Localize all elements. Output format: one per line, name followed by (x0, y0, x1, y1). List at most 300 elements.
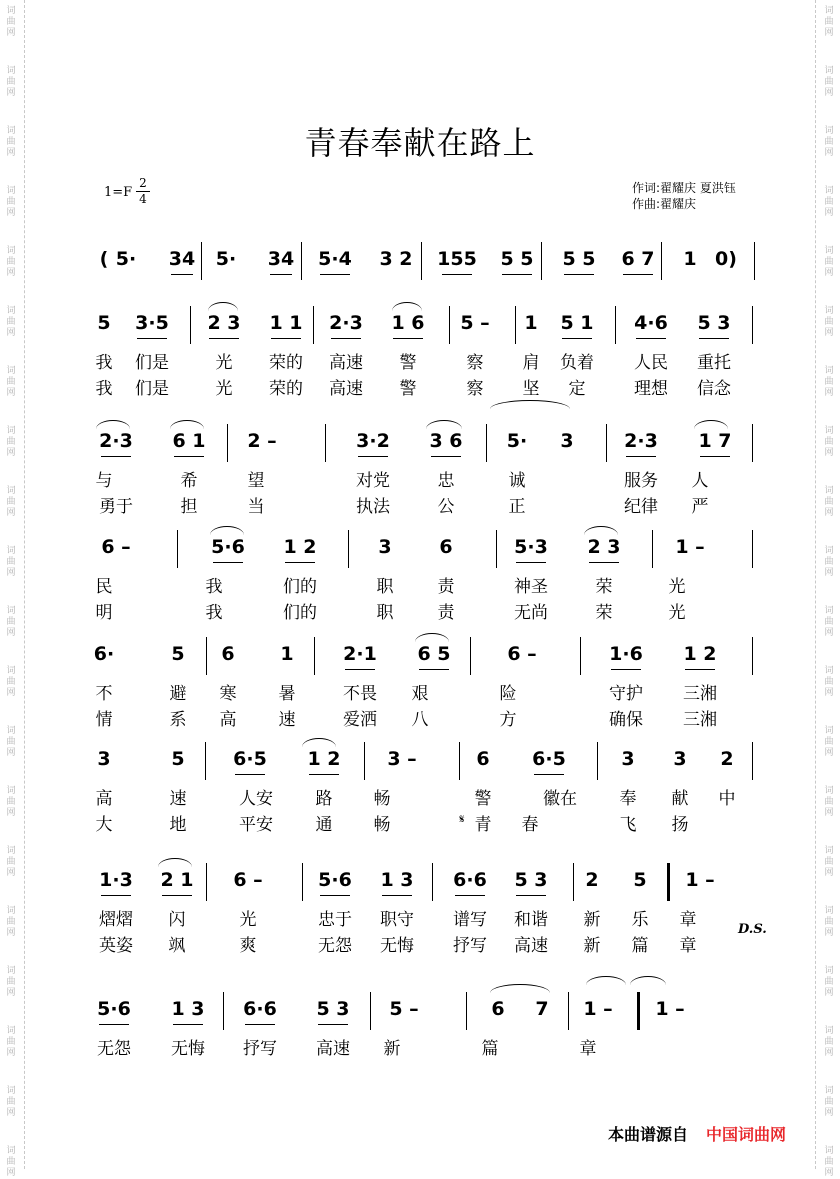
lyric-syllable: 执法 (356, 497, 390, 517)
barline (606, 424, 607, 462)
note-group: 3 (97, 748, 111, 770)
meter-bottom: 4 (139, 192, 147, 206)
lyric-syllable: 熠熠 (99, 910, 133, 930)
note-group: 1 – (685, 869, 715, 891)
watermark-text: 词 曲 网 (6, 6, 16, 38)
lyric-syllable: 无悔 (380, 936, 414, 956)
note-group: 6 – (233, 869, 263, 891)
watermark-text: 词 曲 网 (6, 966, 16, 998)
note-group: 6 1 (172, 430, 206, 452)
lyric-syllable: 避 (169, 684, 187, 704)
watermark-text: 词 曲 网 (824, 906, 834, 938)
barline (190, 306, 191, 344)
note-group: 34 (267, 248, 295, 270)
lyric-syllable: 无尚 (514, 603, 548, 623)
watermark-text: 词 曲 网 (824, 726, 834, 758)
beam-underline (173, 1024, 203, 1025)
slur-arc (490, 984, 550, 993)
lyric-syllable: 寒 (219, 684, 237, 704)
lyric-syllable: 飒 (168, 936, 186, 956)
barline (364, 742, 365, 780)
watermark-text: 词 曲 网 (6, 846, 16, 878)
barline (314, 637, 315, 675)
beam-underline (419, 669, 449, 670)
lyric-syllable: 我 (95, 379, 113, 399)
lyric-syllable: 方 (499, 710, 517, 730)
final-barline (637, 992, 640, 1030)
beam-underline (345, 669, 375, 670)
beam-underline (235, 774, 265, 775)
note-group: 2 1 (160, 869, 194, 891)
lyric-syllable: 民 (95, 577, 113, 597)
lyric-syllable: 服务 (624, 471, 658, 491)
watermark-text: 词 曲 网 (6, 786, 16, 818)
beam-underline (699, 338, 729, 339)
lyric-syllable: 正 (508, 497, 526, 517)
note-group: 5 5 (562, 248, 596, 270)
lyric-syllable: 艰 (411, 684, 429, 704)
barline (752, 530, 753, 568)
lyric-syllable: 们的 (283, 577, 317, 597)
lyric-syllable: 纪律 (624, 497, 658, 517)
lyric-syllable: 人民 (634, 353, 668, 373)
beam-underline (636, 338, 666, 339)
lyric-syllable: 责 (437, 577, 455, 597)
lyric-syllable: 中 (718, 789, 736, 809)
watermark-text: 词 曲 网 (824, 1026, 834, 1058)
watermark-text: 词 曲 网 (824, 546, 834, 578)
lyric-syllable: 负着 (560, 353, 594, 373)
lyric-syllable: 严 (691, 497, 709, 517)
note-group: 5· (506, 430, 528, 452)
watermark-text: 词 曲 网 (6, 246, 16, 278)
note-group: 1·3 (99, 869, 133, 891)
lyric-syllable: 奉 (619, 789, 637, 809)
beam-underline (623, 274, 653, 275)
note-group: ( (99, 248, 109, 270)
lyric-syllable: 人 (691, 471, 709, 491)
barline (348, 530, 349, 568)
watermark-text: 词 曲 网 (824, 666, 834, 698)
note-group: 5 3 (697, 312, 731, 334)
watermark-text: 词 曲 网 (6, 66, 16, 98)
lyric-syllable: 献 (671, 789, 689, 809)
note-group: 1 2 (307, 748, 341, 770)
beam-underline (209, 338, 239, 339)
barline (754, 242, 755, 280)
watermark-text: 词 曲 网 (824, 426, 834, 458)
barline (206, 863, 207, 901)
beam-underline (564, 274, 594, 275)
lyric-syllable: 爽 (239, 936, 257, 956)
note-group: 1 3 (171, 998, 205, 1020)
lyric-syllable: 速 (278, 710, 296, 730)
lyric-syllable: 望 (247, 471, 265, 491)
staff-line (0, 530, 840, 570)
barline (515, 306, 516, 344)
lyric-syllable: 乐 (631, 910, 649, 930)
staff-line (0, 637, 840, 677)
note-group: 6 (476, 748, 490, 770)
staff-line (0, 992, 840, 1032)
note-group: 5·6 (318, 869, 352, 891)
lyric-syllable: 谱写 (453, 910, 487, 930)
lyric-syllable: 情 (95, 710, 113, 730)
watermark-text: 词 曲 网 (6, 426, 16, 458)
lyric-syllable: 我 (205, 577, 223, 597)
slur-arc (170, 420, 204, 429)
note-group: 6·5 (532, 748, 566, 770)
note-group: 1 (683, 248, 697, 270)
note-group: 7 (535, 998, 549, 1020)
lyric-syllable: 抒写 (453, 936, 487, 956)
note-group: 2 (720, 748, 734, 770)
lyric-syllable: 荣 (595, 577, 613, 597)
note-group: 2·3 (99, 430, 133, 452)
note-group: 5· (115, 248, 137, 270)
barline (752, 306, 753, 344)
lyric-syllable: 爱洒 (343, 710, 377, 730)
lyric-syllable: 职 (376, 577, 394, 597)
note-group: 1 (280, 643, 294, 665)
barline (205, 742, 206, 780)
lyric-syllable: 章 (679, 936, 697, 956)
beam-underline (700, 456, 730, 457)
watermark-text: 词 曲 网 (6, 186, 16, 218)
beam-underline (320, 274, 350, 275)
lyric-syllable: 光 (215, 353, 233, 373)
watermark-text: 词 曲 网 (824, 306, 834, 338)
beam-underline (442, 274, 472, 275)
note-group: 2 (585, 869, 599, 891)
slur-arc (392, 302, 422, 311)
lyric-syllable: 新 (383, 1039, 401, 1059)
beam-underline (331, 338, 361, 339)
lyric-syllable: 与 (95, 471, 113, 491)
barline (470, 637, 471, 675)
slur-arc (302, 738, 336, 747)
lyric-syllable: 畅 (373, 789, 391, 809)
lyric-syllable: 篇 (631, 936, 649, 956)
barline (597, 742, 598, 780)
lyric-syllable: 飞 (619, 815, 637, 835)
lyric-syllable: 新 (583, 910, 601, 930)
lyricist-credit: 作词:翟耀庆 夏洪钰 (632, 181, 736, 195)
barline (177, 530, 178, 568)
note-group: 6 7 (621, 248, 655, 270)
lyric-syllable: 闪 (168, 910, 186, 930)
lyric-syllable: 当 (247, 497, 265, 517)
beam-underline (99, 1024, 129, 1025)
beam-underline (516, 562, 546, 563)
lyric-syllable: 担 (180, 497, 198, 517)
beam-underline (174, 456, 204, 457)
barline (580, 637, 581, 675)
lyric-syllable: 和谐 (514, 910, 548, 930)
lyric-syllable: 章 (679, 910, 697, 930)
lyric-syllable: 人安 (239, 789, 273, 809)
lyric-syllable: 警 (399, 353, 417, 373)
lyric-syllable: 三湘 (683, 684, 717, 704)
watermark-text: 词 曲 网 (6, 126, 16, 158)
lyric-syllable: 英姿 (99, 936, 133, 956)
watermark-text: 词 曲 网 (6, 1026, 16, 1058)
barline (432, 863, 433, 901)
barline (313, 306, 314, 344)
lyric-syllable: 重托 (697, 353, 731, 373)
note-group: 34 (168, 248, 196, 270)
note-group: 5·3 (514, 536, 548, 558)
watermark-text: 词 曲 网 (824, 6, 834, 38)
note-group: 6 (491, 998, 505, 1020)
barline (615, 306, 616, 344)
segno-sign: 𝄋 (459, 812, 465, 826)
beam-underline (213, 562, 243, 563)
watermark-text: 词 曲 网 (6, 546, 16, 578)
lyric-syllable: 高 (95, 789, 113, 809)
note-group: 155 (437, 248, 477, 270)
beam-underline (285, 562, 315, 563)
lyric-syllable: 责 (437, 603, 455, 623)
barline (752, 424, 753, 462)
lyric-syllable: 无怨 (97, 1039, 131, 1059)
beam-underline (137, 338, 167, 339)
note-group: 3 (621, 748, 635, 770)
lyric-syllable: 希 (180, 471, 198, 491)
beam-underline (382, 895, 412, 896)
barline (206, 637, 207, 675)
watermark-text: 词 曲 网 (824, 1086, 834, 1118)
lyric-syllable: 无悔 (171, 1039, 205, 1059)
lyric-syllable: 高速 (329, 353, 363, 373)
final-barline (667, 863, 670, 901)
note-group: 3 (560, 430, 574, 452)
note-group: 5 (171, 643, 185, 665)
beam-underline (589, 562, 619, 563)
watermark-text: 词 曲 网 (824, 966, 834, 998)
note-group: 5 1 (560, 312, 594, 334)
beam-underline (393, 338, 423, 339)
beam-underline (534, 774, 564, 775)
slur-arc (630, 976, 666, 985)
note-group: 5·6 (211, 536, 245, 558)
beam-underline (431, 456, 461, 457)
lyric-syllable: 光 (668, 577, 686, 597)
barline (421, 242, 422, 280)
barline (223, 992, 224, 1030)
barline (459, 742, 460, 780)
staff-line (0, 242, 840, 282)
beam-underline (309, 774, 339, 775)
lyric-syllable: 职守 (380, 910, 414, 930)
lyric-syllable: 平安 (239, 815, 273, 835)
beam-underline (318, 1024, 348, 1025)
note-group: 2·1 (343, 643, 377, 665)
note-group: 5·6 (97, 998, 131, 1020)
slur-arc (694, 420, 728, 429)
watermark-text: 词 曲 网 (824, 126, 834, 158)
lyric-syllable: 确保 (609, 710, 643, 730)
composer-credit: 作曲:翟耀庆 (632, 197, 697, 211)
barline (201, 242, 202, 280)
note-group: 5 – (460, 312, 490, 334)
lyric-syllable: 我 (95, 353, 113, 373)
lyric-syllable: 不 (95, 684, 113, 704)
beam-underline (611, 669, 641, 670)
lyric-syllable: 光 (668, 603, 686, 623)
source-credit (608, 1122, 786, 1145)
barline (370, 992, 371, 1030)
lyric-syllable: 扬 (671, 815, 689, 835)
meter-top: 2 (136, 176, 150, 192)
watermark-text: 词 曲 网 (6, 1146, 16, 1178)
lyric-syllable: 勇于 (99, 497, 133, 517)
lyric-syllable: 理想 (634, 379, 668, 399)
barline (661, 242, 662, 280)
note-group: 3 2 (379, 248, 413, 270)
lyric-syllable: 险 (499, 684, 517, 704)
lyric-syllable: 系 (169, 710, 187, 730)
watermark-text: 词 曲 网 (824, 66, 834, 98)
watermark-text: 词 曲 网 (824, 246, 834, 278)
lyric-syllable: 大 (95, 815, 113, 835)
note-group: 6 – (101, 536, 131, 558)
watermark-text: 词 曲 网 (6, 906, 16, 938)
watermark-text: 词 曲 网 (824, 606, 834, 638)
watermark-text: 词 曲 网 (6, 606, 16, 638)
note-group: 6·6 (453, 869, 487, 891)
note-group: 1 1 (269, 312, 303, 334)
lyric-syllable: 明 (95, 603, 113, 623)
lyric-syllable: 春 (521, 815, 539, 835)
note-group: 6·5 (233, 748, 267, 770)
watermark-text: 词 曲 网 (824, 366, 834, 398)
watermark-text: 词 曲 网 (6, 366, 16, 398)
note-group: 6· (93, 643, 115, 665)
lyric-syllable: 公 (437, 497, 455, 517)
note-group: 3 – (387, 748, 417, 770)
watermark-text: 词 曲 网 (824, 846, 834, 878)
lyric-syllable: 职 (376, 603, 394, 623)
lyric-syllable: 忠 (437, 471, 455, 491)
barline (573, 863, 574, 901)
lyric-syllable: 对党 (356, 471, 390, 491)
barline (752, 637, 753, 675)
note-group: 1 (524, 312, 538, 334)
lyric-syllable: 高速 (329, 379, 363, 399)
slur-arc (158, 858, 192, 867)
lyric-syllable: 章 (579, 1039, 597, 1059)
beam-underline (358, 456, 388, 457)
lyric-syllable: 新 (583, 936, 601, 956)
note-group: 6 – (507, 643, 537, 665)
note-group: 2 3 (207, 312, 241, 334)
lyric-syllable: 肩 (522, 353, 540, 373)
lyric-syllable: 警 (399, 379, 417, 399)
note-group: 5 3 (316, 998, 350, 1020)
note-group: 5·4 (318, 248, 352, 270)
note-group: 1 3 (380, 869, 414, 891)
beam-underline (162, 895, 192, 896)
note-group: 1 2 (683, 643, 717, 665)
lyric-syllable: 高 (219, 710, 237, 730)
beam-underline (101, 895, 131, 896)
lyric-syllable: 路 (315, 789, 333, 809)
note-group: 1 7 (698, 430, 732, 452)
note-group: 1 6 (391, 312, 425, 334)
barline (568, 992, 569, 1030)
lyric-syllable: 八 (411, 710, 429, 730)
barline (486, 424, 487, 462)
watermark-text: 词 曲 网 (824, 186, 834, 218)
beam-underline (516, 895, 546, 896)
lyric-syllable: 诚 (508, 471, 526, 491)
note-group: 3 (673, 748, 687, 770)
slur-arc (208, 302, 238, 311)
lyric-syllable: 无怨 (318, 936, 352, 956)
lyric-syllable: 我 (205, 603, 223, 623)
note-group: 5 (171, 748, 185, 770)
note-group: 5 5 (500, 248, 534, 270)
lyric-syllable: 荣的 (269, 379, 303, 399)
slur-arc (586, 976, 626, 985)
barline (325, 424, 326, 462)
note-group: 2·3 (329, 312, 363, 334)
watermark-text: 词 曲 网 (6, 666, 16, 698)
ds-mark: D.S. (738, 922, 767, 937)
lyric-syllable: 们是 (135, 379, 169, 399)
lyric-syllable: 们是 (135, 353, 169, 373)
note-group: 3·5 (135, 312, 169, 334)
slur-arc (415, 633, 449, 642)
lyric-syllable: 抒写 (243, 1039, 277, 1059)
beam-underline (271, 338, 301, 339)
note-group: 5 (633, 869, 647, 891)
note-group: 5 3 (514, 869, 548, 891)
barline (496, 530, 497, 568)
lyric-syllable: 察 (466, 379, 484, 399)
lyric-syllable: 光 (239, 910, 257, 930)
slur-arc (210, 526, 244, 535)
note-group: 0) (715, 248, 737, 270)
lyric-syllable: 地 (169, 815, 187, 835)
source-prefix: 本曲谱源自 (608, 1125, 689, 1144)
note-group: 6 (439, 536, 453, 558)
staff-line (0, 306, 840, 346)
song-title: 青春奉献在路上 (304, 124, 536, 162)
note-group: 5· (215, 248, 237, 270)
lyric-syllable: 荣的 (269, 353, 303, 373)
note-group: 6·6 (243, 998, 277, 1020)
lyric-syllable: 忠于 (318, 910, 352, 930)
note-group: 5 (97, 312, 111, 334)
watermark-text: 词 曲 网 (6, 1086, 16, 1118)
lyric-syllable: 光 (215, 379, 233, 399)
source-site: 中国词曲网 (706, 1125, 787, 1144)
lyric-syllable: 通 (315, 815, 333, 835)
note-group: 2 3 (587, 536, 621, 558)
watermark-text: 词 曲 网 (824, 486, 834, 518)
barline (301, 242, 302, 280)
lyric-syllable: 信念 (697, 379, 731, 399)
beam-underline (562, 338, 592, 339)
lyric-syllable: 徽在 (543, 789, 577, 809)
beam-underline (685, 669, 715, 670)
watermark-text: 词 曲 网 (824, 786, 834, 818)
barline (227, 424, 228, 462)
beam-underline (101, 456, 131, 457)
beam-underline (245, 1024, 275, 1025)
